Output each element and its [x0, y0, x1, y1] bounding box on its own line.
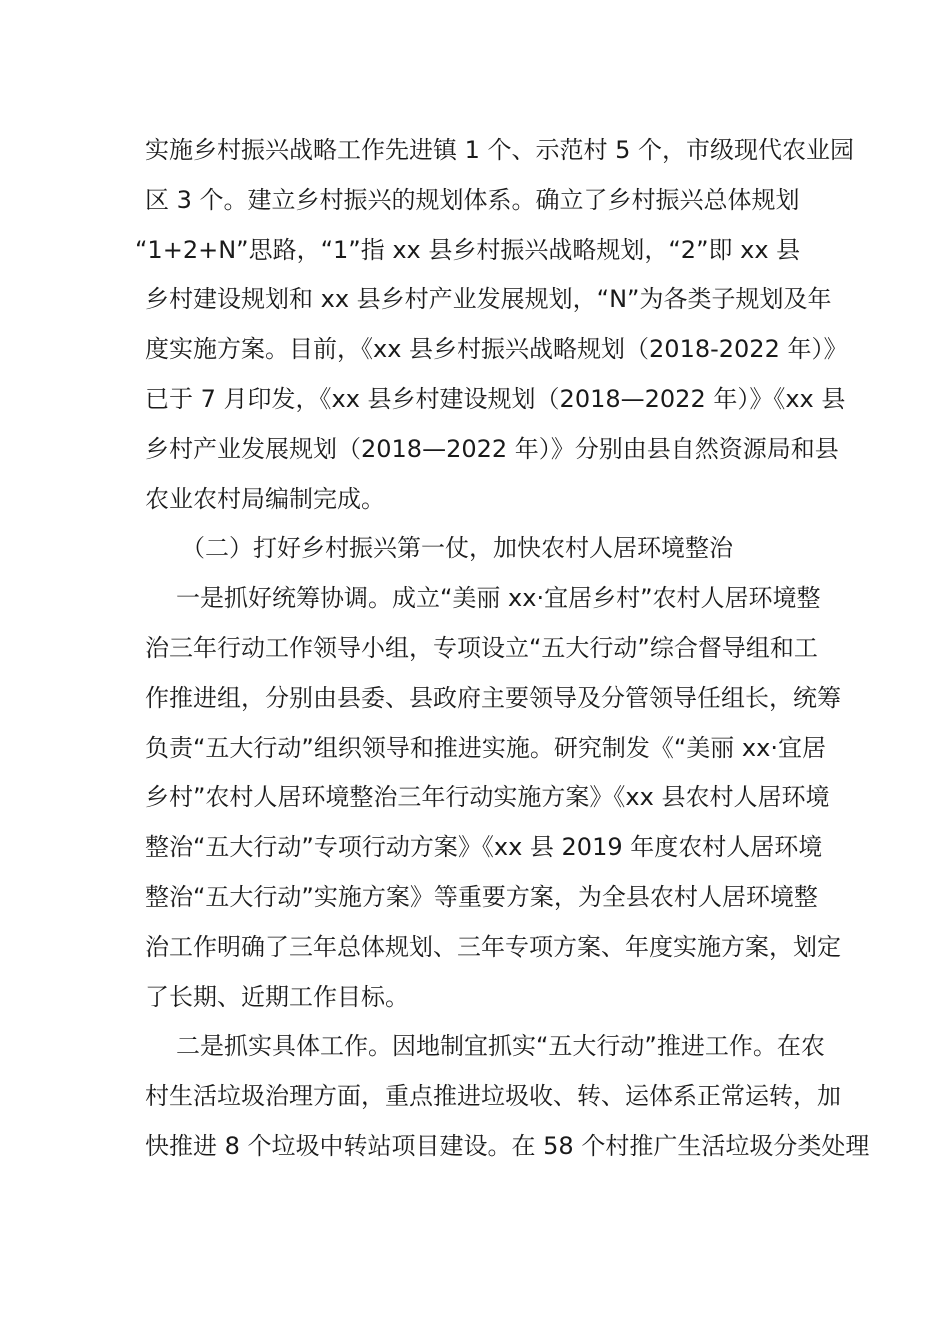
text-line: 农业农村局编制完成。 — [145, 484, 385, 513]
paragraph-specific-work — [145, 1022, 870, 1171]
text-line: 已于 7 月印发，《xx 县乡村建设规划（2018—2022 年）》《xx 县 — [145, 384, 846, 413]
text-line: 度实施方案。目前，《xx 县乡村振兴战略规划（2018-2022 年）》 — [145, 335, 848, 364]
text-line: 村生活垃圾治理方面，重点推进垃圾收、转、运体系正常运转，加 — [145, 1082, 841, 1111]
text-line: 治工作明确了三年总体规划、三年专项方案、年度实施方案，划定 — [145, 932, 841, 961]
heading-line: （二）打好乡村振兴第一仗，加快农村人居环境整治 — [181, 534, 733, 563]
paragraph-coordination — [145, 574, 841, 1022]
text-line: 了长期、近期工作目标。 — [145, 982, 409, 1011]
text-line: 整治“五大行动”实施方案》等重要方案，为全县农村人居环境整 — [145, 882, 818, 911]
text-line: 乡村”农村人居环境整治三年行动实施方案》《xx 县农村人居环境 — [145, 783, 830, 812]
text-line: 快推进 8 个垃圾中转站项目建设。在 58 个村推广生活垃圾分类处理 — [145, 1131, 870, 1160]
text-line: 负责“五大行动”组织领导和推进实施。研究制发《“美丽 xx·宜居 — [145, 733, 826, 762]
section-heading — [145, 524, 810, 574]
text-line: 实施乡村振兴战略工作先进镇 1 个、示范村 5 个，市级现代农业园 — [145, 136, 855, 164]
text-line: 整治“五大行动”专项行动方案》《xx 县 2019 年度农村人居环境 — [145, 833, 823, 862]
text-line: 作推进组，分别由县委、县政府主要领导及分管领导任组长，统筹 — [145, 683, 841, 712]
text-line: 一是抓好统筹协调。成立“美丽 xx·宜居乡村”农村人居环境整 — [176, 584, 821, 613]
text-line: 乡村建设规划和 xx 县乡村产业发展规划，“N”为各类子规划及年 — [145, 285, 832, 314]
document-body — [135, 126, 870, 1172]
text-line: 区 3 个。建立乡村振兴的规划体系。确立了乡村振兴总体规划 — [145, 185, 800, 214]
text-line: 治三年行动工作领导小组，专项设立“五大行动”综合督导组和工 — [145, 633, 818, 662]
text-line: “1+2+N”思路，“1”指 xx 县乡村振兴战略规划，“2”即 xx 县 — [135, 235, 801, 264]
text-line: 二是抓实具体工作。因地制宜抓实“五大行动”推进工作。在农 — [176, 1032, 825, 1061]
paragraph-planning-system — [135, 126, 855, 524]
text-line: 乡村产业发展规划（2018—2022 年）》分别由县自然资源局和县 — [145, 434, 839, 463]
